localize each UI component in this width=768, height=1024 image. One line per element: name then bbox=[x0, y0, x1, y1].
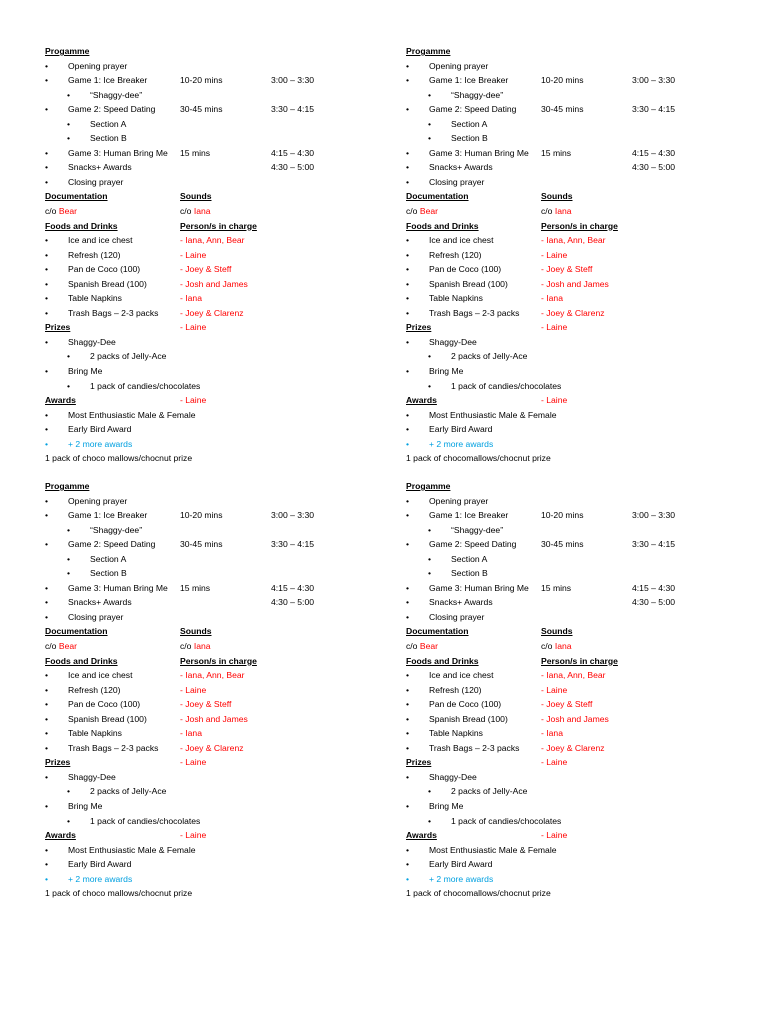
bullet-icon: • bbox=[45, 611, 49, 622]
sounds-heading: Sounds bbox=[541, 191, 573, 202]
bullet-icon: • bbox=[406, 409, 410, 420]
prize-subitem: • 2 packs of Jelly-Ace bbox=[406, 349, 736, 364]
prize-item: • Bring Me bbox=[406, 364, 736, 379]
bullet-icon: • bbox=[67, 786, 71, 797]
person-in-charge: - Joey & Clarenz bbox=[541, 307, 605, 318]
time-slot: 4:15 – 4:30 bbox=[271, 582, 315, 593]
awards-heading: Awards bbox=[406, 830, 437, 841]
food-item: • Pan de Coco (100) - Joey & Steff bbox=[406, 697, 736, 712]
person-in-charge: - Laine bbox=[541, 249, 568, 260]
programme-subitem: • “Shaggy-dee” bbox=[45, 88, 375, 103]
documentation-heading: Documentation bbox=[406, 191, 469, 202]
bullet-icon: • bbox=[45, 60, 49, 71]
programme-item: • Snacks+ Awards 4:30 – 5:00 bbox=[45, 595, 375, 610]
bullet-icon: • bbox=[428, 553, 432, 564]
food-item: • Spanish Bread (100) - Josh and James bbox=[45, 712, 375, 727]
programme-block-top-right bbox=[406, 44, 736, 466]
bullet-icon: • bbox=[406, 60, 410, 71]
bullet-icon: • bbox=[428, 815, 432, 826]
programme-item: • Game 3: Human Bring Me 15 mins 4:15 – 4:30 bbox=[406, 146, 736, 161]
programme-block-bottom-left bbox=[45, 479, 375, 901]
bullet-icon: • bbox=[45, 859, 49, 870]
time-slot: 3:00 – 3:30 bbox=[632, 75, 676, 86]
incharge-heading: Person/s in charge bbox=[180, 655, 257, 666]
duration: 10-20 mins bbox=[180, 510, 223, 521]
incharge-heading: Person/s in charge bbox=[541, 655, 618, 666]
award-item: • Most Enthusiastic Male & Female bbox=[406, 408, 736, 423]
programme-subitem: • “Shaggy-dee” bbox=[406, 88, 736, 103]
time-slot: 4:30 – 5:00 bbox=[632, 597, 676, 608]
bullet-icon: • bbox=[406, 684, 410, 695]
awards-person: - Laine bbox=[180, 830, 207, 841]
programme-subitem: • Section B bbox=[45, 566, 375, 581]
person-in-charge: - Joey & Steff bbox=[541, 699, 593, 710]
bullet-icon: • bbox=[67, 351, 71, 362]
bullet-icon: • bbox=[406, 801, 410, 812]
food-item: • Table Napkins - Iana bbox=[406, 291, 736, 306]
food-item: • Trash Bags – 2-3 packs - Joey & Clarenz bbox=[406, 741, 736, 756]
programme-subitem: • “Shaggy-dee” bbox=[406, 523, 736, 538]
bullet-icon: • bbox=[45, 249, 49, 260]
prize-subitem: • 1 pack of candies/chocolates bbox=[406, 814, 736, 829]
prizes-heading: Prizes bbox=[406, 322, 432, 333]
prizes-person: - Laine bbox=[180, 322, 207, 333]
food-item: • Spanish Bread (100) - Josh and James bbox=[406, 277, 736, 292]
person-in-charge: - Joey & Clarenz bbox=[541, 742, 605, 753]
bullet-icon: • bbox=[45, 278, 49, 289]
programme-title: Progamme bbox=[406, 481, 451, 491]
bullet-icon: • bbox=[45, 409, 49, 420]
food-item: • Trash Bags – 2-3 packs - Joey & Clarenz bbox=[45, 741, 375, 756]
duration: 10-20 mins bbox=[541, 510, 584, 521]
person-in-charge: - Laine bbox=[180, 684, 207, 695]
bullet-icon: • bbox=[67, 524, 71, 535]
bullet-icon: • bbox=[45, 844, 49, 855]
award-item: • + 2 more awards bbox=[45, 872, 375, 887]
incharge-heading: Person/s in charge bbox=[541, 220, 618, 231]
incharge-heading: Person/s in charge bbox=[180, 220, 257, 231]
time-slot: 3:30 – 4:15 bbox=[271, 104, 315, 115]
prize-item: • Bring Me bbox=[45, 799, 375, 814]
programme-item: • Closing prayer bbox=[45, 175, 375, 190]
person-in-charge: - Iana, Ann, Bear bbox=[541, 235, 606, 246]
award-item: • Most Enthusiastic Male & Female bbox=[45, 408, 375, 423]
bullet-icon: • bbox=[406, 873, 410, 884]
programme-item: • Game 1: Ice Breaker 10-20 mins 3:00 – 3:30 bbox=[406, 508, 736, 523]
prize-item: • Shaggy-Dee bbox=[406, 335, 736, 350]
prize-subitem: • 1 pack of candies/chocolates bbox=[45, 814, 375, 829]
duration: 30-45 mins bbox=[180, 104, 223, 115]
prizes-heading: Prizes bbox=[406, 757, 432, 768]
time-slot: 3:30 – 4:15 bbox=[632, 104, 676, 115]
programme-item: • Closing prayer bbox=[45, 610, 375, 625]
awards-heading: Awards bbox=[406, 395, 437, 406]
sounds-heading: Sounds bbox=[180, 191, 212, 202]
programme-item: • Opening prayer bbox=[406, 59, 736, 74]
award-item: • Early Bird Award bbox=[406, 857, 736, 872]
person-in-charge: - Josh and James bbox=[180, 713, 248, 724]
food-item: • Table Napkins - Iana bbox=[45, 291, 375, 306]
foods-heading: Foods and Drinks bbox=[406, 220, 479, 231]
bullet-icon: • bbox=[45, 699, 49, 710]
bullet-icon: • bbox=[406, 597, 410, 608]
bullet-icon: • bbox=[406, 539, 410, 550]
bullet-icon: • bbox=[45, 235, 49, 246]
duration: 30-45 mins bbox=[180, 539, 223, 550]
awards-person: - Laine bbox=[180, 395, 207, 406]
bullet-icon: • bbox=[67, 553, 71, 564]
programme-title: Progamme bbox=[45, 46, 90, 56]
bullet-icon: • bbox=[406, 844, 410, 855]
food-item: • Ice and ice chest - Iana, Ann, Bear bbox=[406, 668, 736, 683]
bullet-icon: • bbox=[406, 582, 410, 593]
time-slot: 4:30 – 5:00 bbox=[632, 162, 676, 173]
bullet-icon: • bbox=[45, 438, 49, 449]
prizes-heading: Prizes bbox=[45, 757, 71, 768]
bullet-icon: • bbox=[45, 366, 49, 377]
duration: 10-20 mins bbox=[541, 75, 584, 86]
duration: 30-45 mins bbox=[541, 104, 584, 115]
bullet-icon: • bbox=[406, 307, 410, 318]
awards-person: - Laine bbox=[541, 830, 568, 841]
programme-item: • Game 1: Ice Breaker 10-20 mins 3:00 – 3:30 bbox=[45, 508, 375, 523]
bullet-icon: • bbox=[428, 133, 432, 144]
person-in-charge: - Iana bbox=[180, 728, 202, 739]
programme-item: • Game 2: Speed Dating 30-45 mins 3:30 – 4:15 bbox=[45, 102, 375, 117]
award-item: • + 2 more awards bbox=[406, 437, 736, 452]
bullet-icon: • bbox=[428, 380, 432, 391]
bullet-icon: • bbox=[45, 176, 49, 187]
bullet-icon: • bbox=[67, 815, 71, 826]
programme-title: Progamme bbox=[406, 46, 451, 56]
programme-title: Progamme bbox=[45, 481, 90, 491]
bullet-icon: • bbox=[67, 89, 71, 100]
programme-item: • Game 1: Ice Breaker 10-20 mins 3:00 – 3:30 bbox=[406, 73, 736, 88]
programme-subitem: • Section B bbox=[406, 131, 736, 146]
documentation-contact: c/o Bear bbox=[45, 206, 78, 217]
bullet-icon: • bbox=[406, 264, 410, 275]
bullet-icon: • bbox=[406, 771, 410, 782]
food-item: • Trash Bags – 2-3 packs - Joey & Clarenz bbox=[45, 306, 375, 321]
programme-item: • Snacks+ Awards 4:30 – 5:00 bbox=[406, 595, 736, 610]
foods-heading: Foods and Drinks bbox=[45, 655, 118, 666]
duration: 30-45 mins bbox=[541, 539, 584, 550]
documentation-heading: Documentation bbox=[406, 626, 469, 637]
documentation-heading: Documentation bbox=[45, 626, 108, 637]
bullet-icon: • bbox=[67, 568, 71, 579]
time-slot: 3:00 – 3:30 bbox=[632, 510, 676, 521]
bullet-icon: • bbox=[45, 424, 49, 435]
programme-item: • Snacks+ Awards 4:30 – 5:00 bbox=[45, 160, 375, 175]
award-item: • Early Bird Award bbox=[45, 857, 375, 872]
time-slot: 4:15 – 4:30 bbox=[271, 147, 315, 158]
bullet-icon: • bbox=[67, 380, 71, 391]
sounds-heading: Sounds bbox=[541, 626, 573, 637]
time-slot: 3:00 – 3:30 bbox=[271, 75, 315, 86]
award-item: • Early Bird Award bbox=[45, 422, 375, 437]
bullet-icon: • bbox=[406, 235, 410, 246]
prize-subitem: • 2 packs of Jelly-Ace bbox=[406, 784, 736, 799]
bullet-icon: • bbox=[45, 293, 49, 304]
bullet-icon: • bbox=[428, 568, 432, 579]
programme-block-top-left bbox=[45, 44, 375, 466]
prizes-person: - Laine bbox=[541, 757, 568, 768]
programme-subitem: • Section A bbox=[45, 117, 375, 132]
sounds-contact: c/o Iana bbox=[541, 206, 572, 217]
bullet-icon: • bbox=[406, 75, 410, 86]
footer-note: 1 pack of chocomallows/chocnut prize bbox=[406, 888, 551, 899]
programme-item: • Game 3: Human Bring Me 15 mins 4:15 – 4:30 bbox=[45, 581, 375, 596]
sounds-contact: c/o Iana bbox=[180, 206, 211, 217]
bullet-icon: • bbox=[406, 713, 410, 724]
bullet-icon: • bbox=[406, 699, 410, 710]
award-item: • + 2 more awards bbox=[406, 872, 736, 887]
bullet-icon: • bbox=[45, 728, 49, 739]
bullet-icon: • bbox=[428, 118, 432, 129]
award-item: • Most Enthusiastic Male & Female bbox=[45, 843, 375, 858]
bullet-icon: • bbox=[406, 278, 410, 289]
food-item: • Trash Bags – 2-3 packs - Joey & Clarenz bbox=[406, 306, 736, 321]
food-item: • Refresh (120) - Laine bbox=[406, 248, 736, 263]
bullet-icon: • bbox=[45, 162, 49, 173]
bullet-icon: • bbox=[406, 336, 410, 347]
bullet-icon: • bbox=[406, 611, 410, 622]
person-in-charge: - Laine bbox=[180, 249, 207, 260]
time-slot: 4:15 – 4:30 bbox=[632, 582, 676, 593]
duration: 15 mins bbox=[180, 582, 211, 593]
programme-item: • Closing prayer bbox=[406, 175, 736, 190]
person-in-charge: - Joey & Steff bbox=[541, 264, 593, 275]
award-item: • + 2 more awards bbox=[45, 437, 375, 452]
bullet-icon: • bbox=[45, 264, 49, 275]
foods-heading: Foods and Drinks bbox=[45, 220, 118, 231]
bullet-icon: • bbox=[428, 89, 432, 100]
bullet-icon: • bbox=[45, 75, 49, 86]
programme-subitem: • Section B bbox=[406, 566, 736, 581]
person-in-charge: - Joey & Steff bbox=[180, 699, 232, 710]
time-slot: 4:30 – 5:00 bbox=[271, 597, 315, 608]
sounds-contact: c/o Iana bbox=[180, 641, 211, 652]
programme-subitem: • Section B bbox=[45, 131, 375, 146]
prizes-heading: Prizes bbox=[45, 322, 71, 333]
duration: 10-20 mins bbox=[180, 75, 223, 86]
bullet-icon: • bbox=[45, 873, 49, 884]
documentation-contact: c/o Bear bbox=[45, 641, 78, 652]
bullet-icon: • bbox=[45, 713, 49, 724]
programme-block-bottom-right bbox=[406, 479, 736, 901]
duration: 15 mins bbox=[541, 147, 572, 158]
prizes-person: - Laine bbox=[180, 757, 207, 768]
bullet-icon: • bbox=[45, 307, 49, 318]
footer-note: 1 pack of choco mallows/chocnut prize bbox=[45, 453, 193, 464]
bullet-icon: • bbox=[406, 162, 410, 173]
bullet-icon: • bbox=[406, 670, 410, 681]
bullet-icon: • bbox=[406, 293, 410, 304]
documentation-contact: c/o Bear bbox=[406, 206, 439, 217]
person-in-charge: - Iana bbox=[180, 293, 202, 304]
time-slot: 3:30 – 4:15 bbox=[632, 539, 676, 550]
prize-subitem: • 2 packs of Jelly-Ace bbox=[45, 784, 375, 799]
documentation-heading: Documentation bbox=[45, 191, 108, 202]
award-item: • Early Bird Award bbox=[406, 422, 736, 437]
programme-item: • Opening prayer bbox=[45, 59, 375, 74]
bullet-icon: • bbox=[45, 771, 49, 782]
bullet-icon: • bbox=[406, 438, 410, 449]
prizes-person: - Laine bbox=[541, 322, 568, 333]
food-item: • Pan de Coco (100) - Joey & Steff bbox=[45, 262, 375, 277]
programme-subitem: • Section A bbox=[45, 552, 375, 567]
bullet-icon: • bbox=[406, 510, 410, 521]
bullet-icon: • bbox=[406, 104, 410, 115]
awards-person: - Laine bbox=[541, 395, 568, 406]
award-item: • Most Enthusiastic Male & Female bbox=[406, 843, 736, 858]
programme-item: • Game 2: Speed Dating 30-45 mins 3:30 – 4:15 bbox=[45, 537, 375, 552]
bullet-icon: • bbox=[406, 249, 410, 260]
bullet-icon: • bbox=[45, 684, 49, 695]
awards-heading: Awards bbox=[45, 395, 76, 406]
prize-item: • Shaggy-Dee bbox=[45, 335, 375, 350]
bullet-icon: • bbox=[45, 597, 49, 608]
duration: 15 mins bbox=[180, 147, 211, 158]
bullet-icon: • bbox=[406, 495, 410, 506]
food-item: • Refresh (120) - Laine bbox=[406, 683, 736, 698]
time-slot: 3:00 – 3:30 bbox=[271, 510, 315, 521]
programme-item: • Opening prayer bbox=[45, 494, 375, 509]
prize-subitem: • 1 pack of candies/chocolates bbox=[45, 379, 375, 394]
documentation-contact: c/o Bear bbox=[406, 641, 439, 652]
duration: 15 mins bbox=[541, 582, 572, 593]
time-slot: 4:30 – 5:00 bbox=[271, 162, 315, 173]
bullet-icon: • bbox=[45, 670, 49, 681]
food-item: • Pan de Coco (100) - Joey & Steff bbox=[45, 697, 375, 712]
food-item: • Ice and ice chest - Iana, Ann, Bear bbox=[45, 233, 375, 248]
bullet-icon: • bbox=[67, 118, 71, 129]
time-slot: 3:30 – 4:15 bbox=[271, 539, 315, 550]
food-item: • Ice and ice chest - Iana, Ann, Bear bbox=[45, 668, 375, 683]
person-in-charge: - Josh and James bbox=[541, 713, 609, 724]
programme-item: • Game 2: Speed Dating 30-45 mins 3:30 – 4:15 bbox=[406, 102, 736, 117]
bullet-icon: • bbox=[428, 351, 432, 362]
footer-note: 1 pack of chocomallows/chocnut prize bbox=[406, 453, 551, 464]
bullet-icon: • bbox=[45, 147, 49, 158]
programme-subitem: • Section A bbox=[406, 117, 736, 132]
person-in-charge: - Joey & Clarenz bbox=[180, 307, 244, 318]
bullet-icon: • bbox=[45, 510, 49, 521]
prize-item: • Shaggy-Dee bbox=[406, 770, 736, 785]
prize-subitem: • 2 packs of Jelly-Ace bbox=[45, 349, 375, 364]
bullet-icon: • bbox=[406, 147, 410, 158]
programme-subitem: • “Shaggy-dee” bbox=[45, 523, 375, 538]
person-in-charge: - Joey & Steff bbox=[180, 264, 232, 275]
bullet-icon: • bbox=[406, 728, 410, 739]
food-item: • Pan de Coco (100) - Joey & Steff bbox=[406, 262, 736, 277]
bullet-icon: • bbox=[406, 366, 410, 377]
bullet-icon: • bbox=[45, 582, 49, 593]
food-item: • Table Napkins - Iana bbox=[45, 726, 375, 741]
bullet-icon: • bbox=[45, 539, 49, 550]
programme-item: • Game 1: Ice Breaker 10-20 mins 3:00 – 3:30 bbox=[45, 73, 375, 88]
food-item: • Spanish Bread (100) - Josh and James bbox=[406, 712, 736, 727]
person-in-charge: - Iana bbox=[541, 293, 563, 304]
bullet-icon: • bbox=[45, 104, 49, 115]
person-in-charge: - Iana, Ann, Bear bbox=[180, 670, 245, 681]
programme-item: • Closing prayer bbox=[406, 610, 736, 625]
prize-item: • Bring Me bbox=[45, 364, 375, 379]
bullet-icon: • bbox=[406, 742, 410, 753]
person-in-charge: - Iana bbox=[541, 728, 563, 739]
bullet-icon: • bbox=[45, 495, 49, 506]
person-in-charge: - Josh and James bbox=[180, 278, 248, 289]
bullet-icon: • bbox=[428, 524, 432, 535]
bullet-icon: • bbox=[45, 336, 49, 347]
person-in-charge: - Iana, Ann, Bear bbox=[541, 670, 606, 681]
prize-item: • Shaggy-Dee bbox=[45, 770, 375, 785]
food-item: • Ice and ice chest - Iana, Ann, Bear bbox=[406, 233, 736, 248]
food-item: • Table Napkins - Iana bbox=[406, 726, 736, 741]
programme-item: • Snacks+ Awards 4:30 – 5:00 bbox=[406, 160, 736, 175]
person-in-charge: - Joey & Clarenz bbox=[180, 742, 244, 753]
bullet-icon: • bbox=[406, 424, 410, 435]
time-slot: 4:15 – 4:30 bbox=[632, 147, 676, 158]
food-item: • Refresh (120) - Laine bbox=[45, 683, 375, 698]
programme-subitem: • Section A bbox=[406, 552, 736, 567]
food-item: • Spanish Bread (100) - Josh and James bbox=[45, 277, 375, 292]
bullet-icon: • bbox=[67, 133, 71, 144]
programme-item: • Game 2: Speed Dating 30-45 mins 3:30 – 4:15 bbox=[406, 537, 736, 552]
bullet-icon: • bbox=[406, 859, 410, 870]
bullet-icon: • bbox=[45, 801, 49, 812]
person-in-charge: - Iana, Ann, Bear bbox=[180, 235, 245, 246]
bullet-icon: • bbox=[406, 176, 410, 187]
bullet-icon: • bbox=[428, 786, 432, 797]
programme-item: • Opening prayer bbox=[406, 494, 736, 509]
foods-heading: Foods and Drinks bbox=[406, 655, 479, 666]
programme-item: • Game 3: Human Bring Me 15 mins 4:15 – 4:30 bbox=[45, 146, 375, 161]
prize-item: • Bring Me bbox=[406, 799, 736, 814]
awards-heading: Awards bbox=[45, 830, 76, 841]
programme-item: • Game 3: Human Bring Me 15 mins 4:15 – 4:30 bbox=[406, 581, 736, 596]
footer-note: 1 pack of choco mallows/chocnut prize bbox=[45, 888, 193, 899]
prize-subitem: • 1 pack of candies/chocolates bbox=[406, 379, 736, 394]
bullet-icon: • bbox=[45, 742, 49, 753]
person-in-charge: - Laine bbox=[541, 684, 568, 695]
sounds-contact: c/o Iana bbox=[541, 641, 572, 652]
food-item: • Refresh (120) - Laine bbox=[45, 248, 375, 263]
person-in-charge: - Josh and James bbox=[541, 278, 609, 289]
sounds-heading: Sounds bbox=[180, 626, 212, 637]
